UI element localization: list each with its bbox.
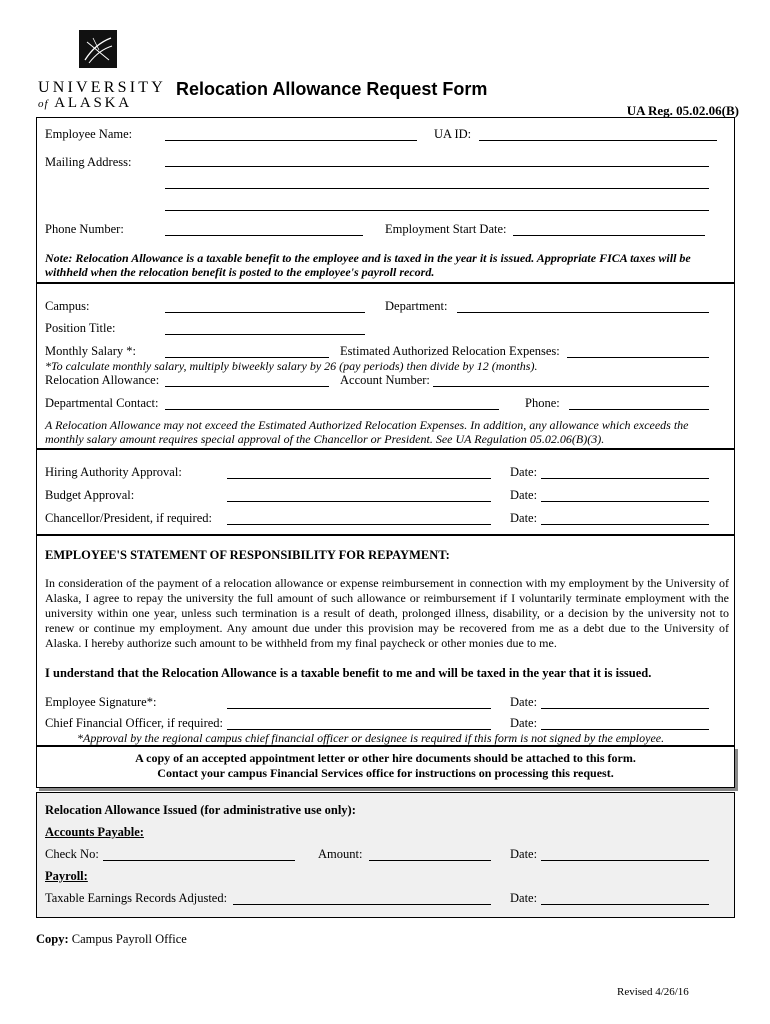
employee-name-label: Employee Name: [45,127,133,141]
attachment-line-2: Contact your campus Financial Services office for instructions on processing this request. [157,766,614,780]
copy-value: Campus Payroll Office [71,932,187,946]
ua-id-label: UA ID: [434,127,472,141]
contact-phone-field[interactable] [569,409,709,410]
mailing-address-field-3[interactable] [165,210,709,211]
repayment-heading: EMPLOYEE'S STATEMENT OF RESPONSIBILITY FOR REPAYMENT: [45,548,450,562]
phone-number-label: Phone Number: [45,222,124,236]
employee-name-field[interactable] [165,140,417,141]
signature-date-label: Date: [510,695,538,709]
monthly-salary-field[interactable] [165,357,329,358]
taxable-understanding: I understand that the Relocation Allowance is a taxable benefit to me and will be taxed in the year that it is issued. [45,666,652,680]
campus-label: Campus: [45,299,90,313]
chancellor-date-field[interactable] [541,524,709,525]
employee-info-section [36,117,735,283]
form-title: Relocation Allowance Request Form [176,79,488,99]
check-no-field[interactable] [103,860,295,861]
admin-use-section [36,792,735,918]
allowance-limit-note: A Relocation Allowance may not exceed the Estimated Authorized Relocation Expenses. In addition, any allowance which exceeds the monthly salary amount requires special approval of the Chancellor or President. See UA Regulation 05.02.06(B)(3). [45,418,689,446]
regulation-number: UA Reg. 05.02.06(B) [626,103,739,118]
cfo-date-label: Date: [510,716,538,730]
employee-signature-field[interactable] [227,708,491,709]
amount-label: Amount: [318,847,363,861]
mailing-address-field-2[interactable] [165,188,709,189]
attachment-instructions-section [36,746,735,788]
estimated-expenses-field[interactable] [567,357,709,358]
relocation-allowance-label: Relocation Allowance: [45,373,160,387]
payroll-heading: Payroll: [45,869,88,883]
attachment-line-1: A copy of an accepted appointment letter or other hire documents should be attached to this form. [135,751,636,765]
taxable-earnings-field[interactable] [233,904,491,905]
position-title-field[interactable] [165,334,365,335]
department-field[interactable] [457,312,709,313]
phone-number-field[interactable] [165,235,363,236]
chancellor-field[interactable] [227,524,491,525]
check-no-label: Check No: [45,847,99,861]
hiring-date-label: Date: [510,465,538,479]
university-name-line1: UNIVERSITY [38,79,166,96]
relocation-allowance-field[interactable] [165,386,329,387]
logo-mark-icon [79,30,117,68]
repayment-paragraph: In consideration of the payment of a relocation allowance or expense reimbursement in connection with my employment by the University of Alaska, I agree to repay the university the full amount of such allowance or reimbursement if I voluntarily terminate employment with the university within one year, unless such termination is a result of death, prolonged illness, disability, or a decision by the university not to renew or continue my employment. Any amount due under this provision may be recovered from me as a debt due to the University of Alaska. I hereby authorize such amount to be withheld from my final paycheck or other monies due to me. [45,576,729,650]
salary-calculation-note: *To calculate monthly salary, multiply biweekly salary by 26 (pay periods) then divide by 12 (months). [45,359,538,373]
account-number-field[interactable] [433,386,709,387]
budget-date-field[interactable] [541,501,709,502]
admin-heading: Relocation Allowance Issued (for administrative use only): [45,803,356,817]
taxable-earnings-label: Taxable Earnings Records Adjusted: [45,891,228,905]
payroll-date-label: Date: [510,891,538,905]
contact-phone-label: Phone: [525,396,560,410]
employee-signature-label: Employee Signature*: [45,695,157,709]
signature-date-field[interactable] [541,708,709,709]
payroll-date-field[interactable] [541,904,709,905]
estimated-expenses-label: Estimated Authorized Relocation Expenses: [340,344,560,358]
position-title-label: Position Title: [45,321,116,335]
budget-approval-label: Budget Approval: [45,488,135,502]
cfo-field[interactable] [227,729,491,730]
ua-id-field[interactable] [479,140,717,141]
copy-label: Copy: [36,932,69,946]
copy-line [36,932,187,947]
hiring-authority-label: Hiring Authority Approval: [45,465,182,479]
start-date-label: Employment Start Date: [385,222,507,236]
cfo-date-field[interactable] [541,729,709,730]
ap-date-field[interactable] [541,860,709,861]
accounts-payable-heading: Accounts Payable: [45,825,144,839]
hiring-date-field[interactable] [541,478,709,479]
approval-note: *Approval by the regional campus chief financial officer or designee is required if this form is not signed by the employee. [77,731,665,745]
university-name-line2: of ALASKA [38,95,132,111]
departmental-contact-label: Departmental Contact: [45,396,159,410]
hiring-authority-field[interactable] [227,478,491,479]
monthly-salary-label: Monthly Salary *: [45,344,136,358]
amount-field[interactable] [369,860,491,861]
start-date-field[interactable] [513,235,705,236]
ap-date-label: Date: [510,847,538,861]
taxable-benefit-note: Note: Relocation Allowance is a taxable benefit to the employee and is taxed in the year it is issued. Appropriate FICA taxes will be withheld when the relocation benefit is posted to the employee's payroll record. [45,251,691,279]
repayment-statement-section [36,535,735,746]
position-info-section [36,283,735,449]
departmental-contact-field[interactable] [165,409,499,410]
university-logo [79,30,117,68]
budget-approval-field[interactable] [227,501,491,502]
account-number-label: Account Number: [340,373,430,387]
chancellor-date-label: Date: [510,511,538,525]
cfo-label: Chief Financial Officer, if required: [45,716,224,730]
mailing-address-label: Mailing Address: [45,155,132,169]
mailing-address-field-1[interactable] [165,166,709,167]
revision-date: Revised 4/26/16 [617,986,689,998]
campus-field[interactable] [165,312,365,313]
budget-date-label: Date: [510,488,538,502]
department-label: Department: [385,299,448,313]
approvals-section [36,449,735,535]
chancellor-label: Chancellor/President, if required: [45,511,212,525]
